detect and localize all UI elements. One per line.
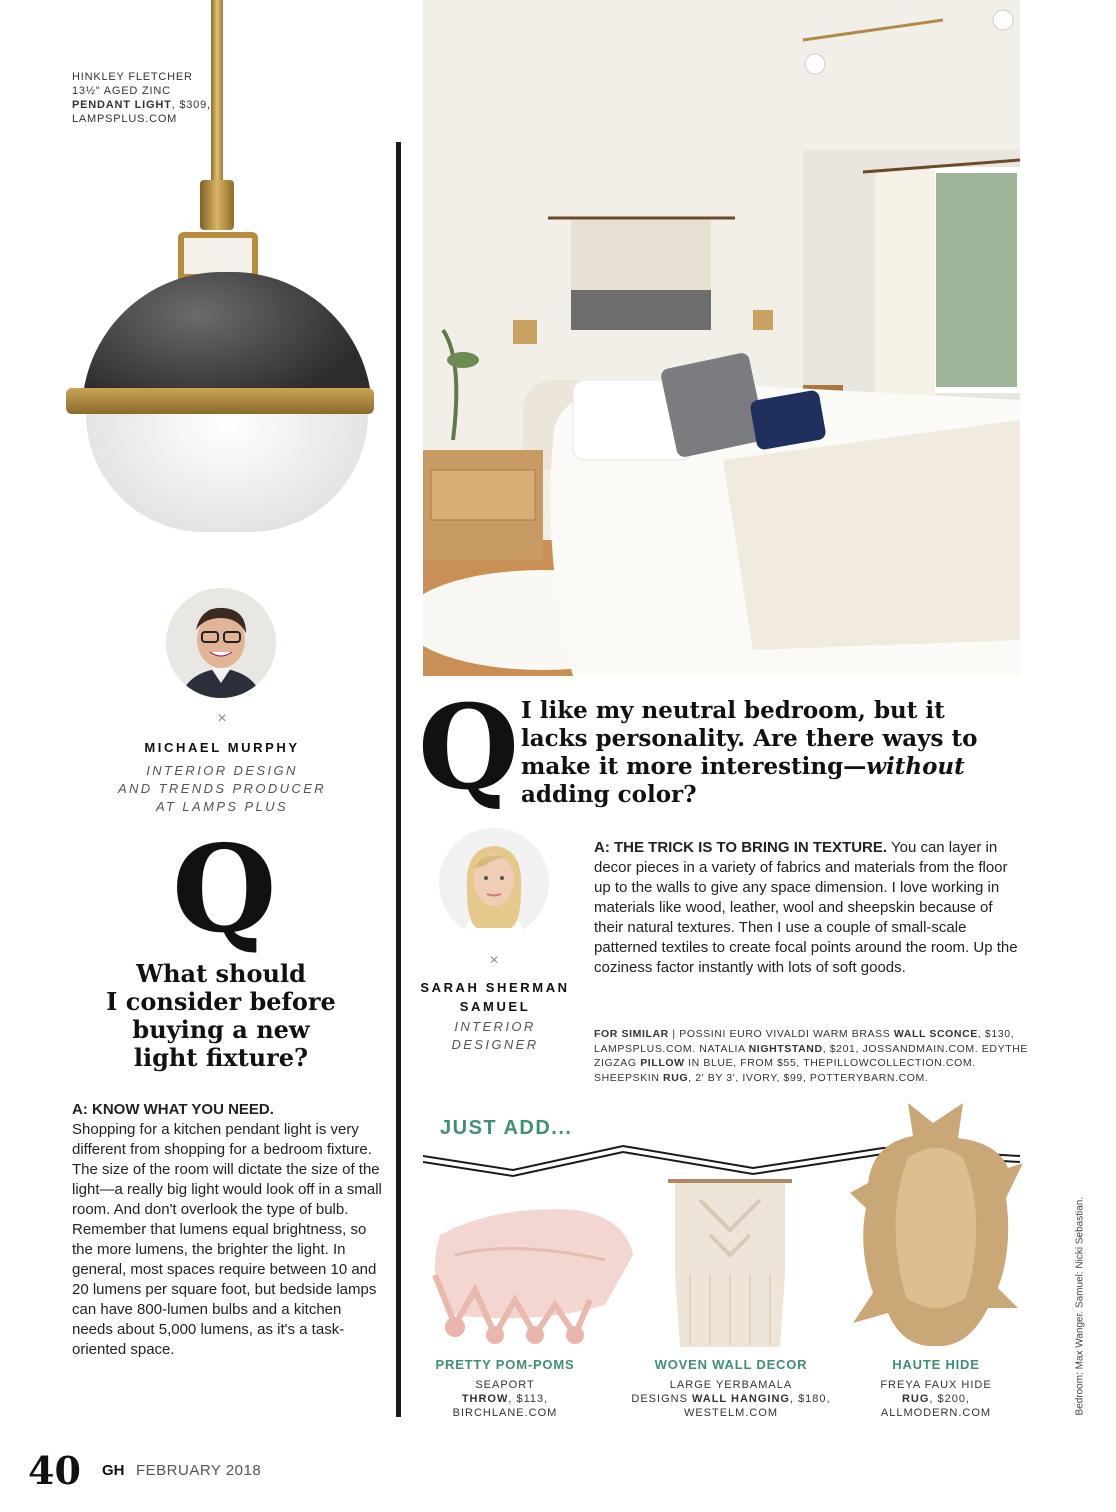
product-title: PRETTY POM-POMS (435, 1357, 575, 1372)
pendant-price: , $309, (171, 99, 211, 111)
product-site: ALLMODERN.COM (880, 1407, 992, 1419)
avatar-sarah-sherman-samuel (439, 828, 549, 938)
credit-text: IN BLUE, FROM $55, THEPILLOWCOLLECTION.COM. SHEEPSKIN (594, 1057, 976, 1084)
throw-image (415, 1195, 640, 1345)
pendant-caption-line: 13½" AGED ZINC (72, 85, 171, 97)
product-desc-line: FREYA FAUX HIDE (880, 1379, 992, 1391)
credit-product: PILLOW (640, 1057, 685, 1069)
pendant-collar (200, 180, 234, 230)
issue-date: FEBRUARY 2018 (136, 1462, 262, 1479)
expert-role-line: DESIGNER (451, 1037, 539, 1052)
question-line-part: make it more interesting— (521, 753, 867, 780)
pendant-product-name: PENDANT LIGHT (72, 99, 172, 111)
product-type: RUG (901, 1393, 930, 1405)
question-heading (521, 697, 991, 809)
pendant-globe (86, 414, 368, 532)
answer-body: You can layer in decor pieces in a variety of fabrics and materials from the floor up to the walls to give any space dimension. I love working in materials like wood, leather, wool and sheepskin because of their natural textures. Then I use a couple of small-scale patterned textiles to create focal points around the room. Up the coziness factor instantly with lots of soft goods. (594, 839, 1018, 976)
question-line: adding color? (521, 781, 697, 808)
question-line: light fixture? (133, 1043, 309, 1072)
product-site: WESTELM.COM (683, 1407, 779, 1419)
hide-rug-image (848, 1098, 1023, 1350)
avatar-michael-murphy (166, 588, 276, 698)
product-desc-line: SEAPORT (475, 1379, 535, 1391)
expert-role (100, 762, 344, 816)
credit-product: NIGHTSTAND (748, 1042, 823, 1055)
answer-text (72, 1100, 382, 1360)
product-title: HAUTE HIDE (892, 1357, 980, 1372)
expert-name (410, 978, 580, 1016)
product-desc-line: LARGE YERBAMALA (669, 1379, 793, 1391)
question-heading (92, 960, 350, 1072)
credit-text: , $130, LAMPSPLUS.COM. NATALIA (594, 1028, 1015, 1055)
product-site: BIRCHLANE.COM (452, 1407, 558, 1419)
pendant-caption-line: HINKLEY FLETCHER (72, 71, 193, 83)
pendant-band (66, 388, 374, 414)
expert-role-line: AT LAMPS PLUS (155, 799, 289, 814)
expert-role-line: INTERIOR (454, 1019, 536, 1034)
product-card (628, 1357, 834, 1420)
product-type: THROW (461, 1393, 509, 1405)
question-line (521, 753, 991, 781)
pendant-site: LAMPSPLUS.COM (72, 113, 178, 125)
product-title: WOVEN WALL DECOR (654, 1357, 808, 1372)
answer-text (594, 838, 1024, 978)
product-desc-line (420, 1392, 590, 1406)
question-letter: Q (172, 819, 277, 960)
column-divider (396, 142, 401, 1417)
product-type: WALL HANGING (691, 1393, 790, 1405)
expert-name-line: SAMUEL (459, 999, 531, 1014)
question-line: I consider before (106, 987, 336, 1016)
answer-lead: A: KNOW WHAT YOU NEED. (72, 1101, 274, 1118)
product-desc (856, 1378, 1016, 1420)
credit-text: , $201, JOSSANDMAIN.COM. EDYTHE ZIGZAG (594, 1042, 1028, 1069)
product-desc-part: DESIGNS (631, 1393, 692, 1405)
magazine-name: GH (102, 1462, 125, 1479)
expert-name-line: SARAH SHERMAN (420, 980, 570, 995)
product-desc-line (856, 1392, 1016, 1406)
product-price: , $200, (929, 1393, 971, 1405)
expert-role-line: AND TRENDS PRODUCER (117, 781, 327, 796)
question-letter: Q (418, 680, 520, 816)
product-card (856, 1357, 1016, 1420)
question-line: buying a new (132, 1015, 310, 1044)
separator-x-icon: × (217, 710, 227, 727)
expert-role-line: INTERIOR DESIGN (146, 763, 298, 778)
product-price: , $113, (508, 1393, 549, 1405)
for-similar-credits (594, 1027, 1034, 1085)
product-desc (628, 1378, 834, 1420)
question-line: I like my neutral bedroom, but it (521, 697, 945, 724)
credit-product: WALL SCONCE (893, 1028, 978, 1040)
answer-lead: A: THE TRICK IS TO BRING IN TEXTURE. (594, 839, 888, 856)
answer-body: Shopping for a kitchen pendant light is very different from shopping for a bedroom fixture. The size of the room will dictate the size of the light—a really big light would look off in a small room. And don't overlook the type of bulb. Remember that lumens equal brightness, so the more lumens, the brighter the light. In general, most spaces require between 10 and 20 lumens per square foot, but bedside lamps can have 800-lumen bulbs and a kitchen needs about 5,000 lumens, as it's a task-oriented space. (72, 1121, 382, 1358)
credit-text: | POSSINI EURO VIVALDI WARM BRASS (668, 1028, 894, 1040)
product-desc (420, 1378, 590, 1420)
separator-x-icon: × (489, 952, 499, 969)
pendant-light-image (0, 0, 400, 540)
expert-name: MICHAEL MURPHY (144, 740, 300, 755)
just-add-heading: JUST ADD... (440, 1117, 573, 1139)
for-similar-label: FOR SIMILAR (594, 1028, 669, 1040)
bedroom-photo (423, 0, 1020, 676)
page-number: 40 (28, 1448, 81, 1493)
credit-text: , 2' BY 3', IVORY, $99, POTTERYBARN.COM. (688, 1071, 929, 1084)
product-desc-line (628, 1392, 834, 1406)
wall-hanging-image (660, 1175, 800, 1350)
product-card (420, 1357, 590, 1420)
photo-credit (1070, 1160, 1090, 1420)
credit-product: RUG (663, 1071, 689, 1084)
question-line: What should (136, 959, 306, 988)
expert-role (410, 1018, 580, 1054)
question-emphasis: without (866, 753, 965, 780)
pendant-rod (211, 0, 223, 190)
product-price: , $180, (789, 1393, 831, 1405)
photo-credit-text: Bedroom: Max Wanger. Samuel: Nicki Sebastian. (1074, 1196, 1086, 1416)
question-line: lacks personality. Are there ways to (521, 725, 978, 752)
